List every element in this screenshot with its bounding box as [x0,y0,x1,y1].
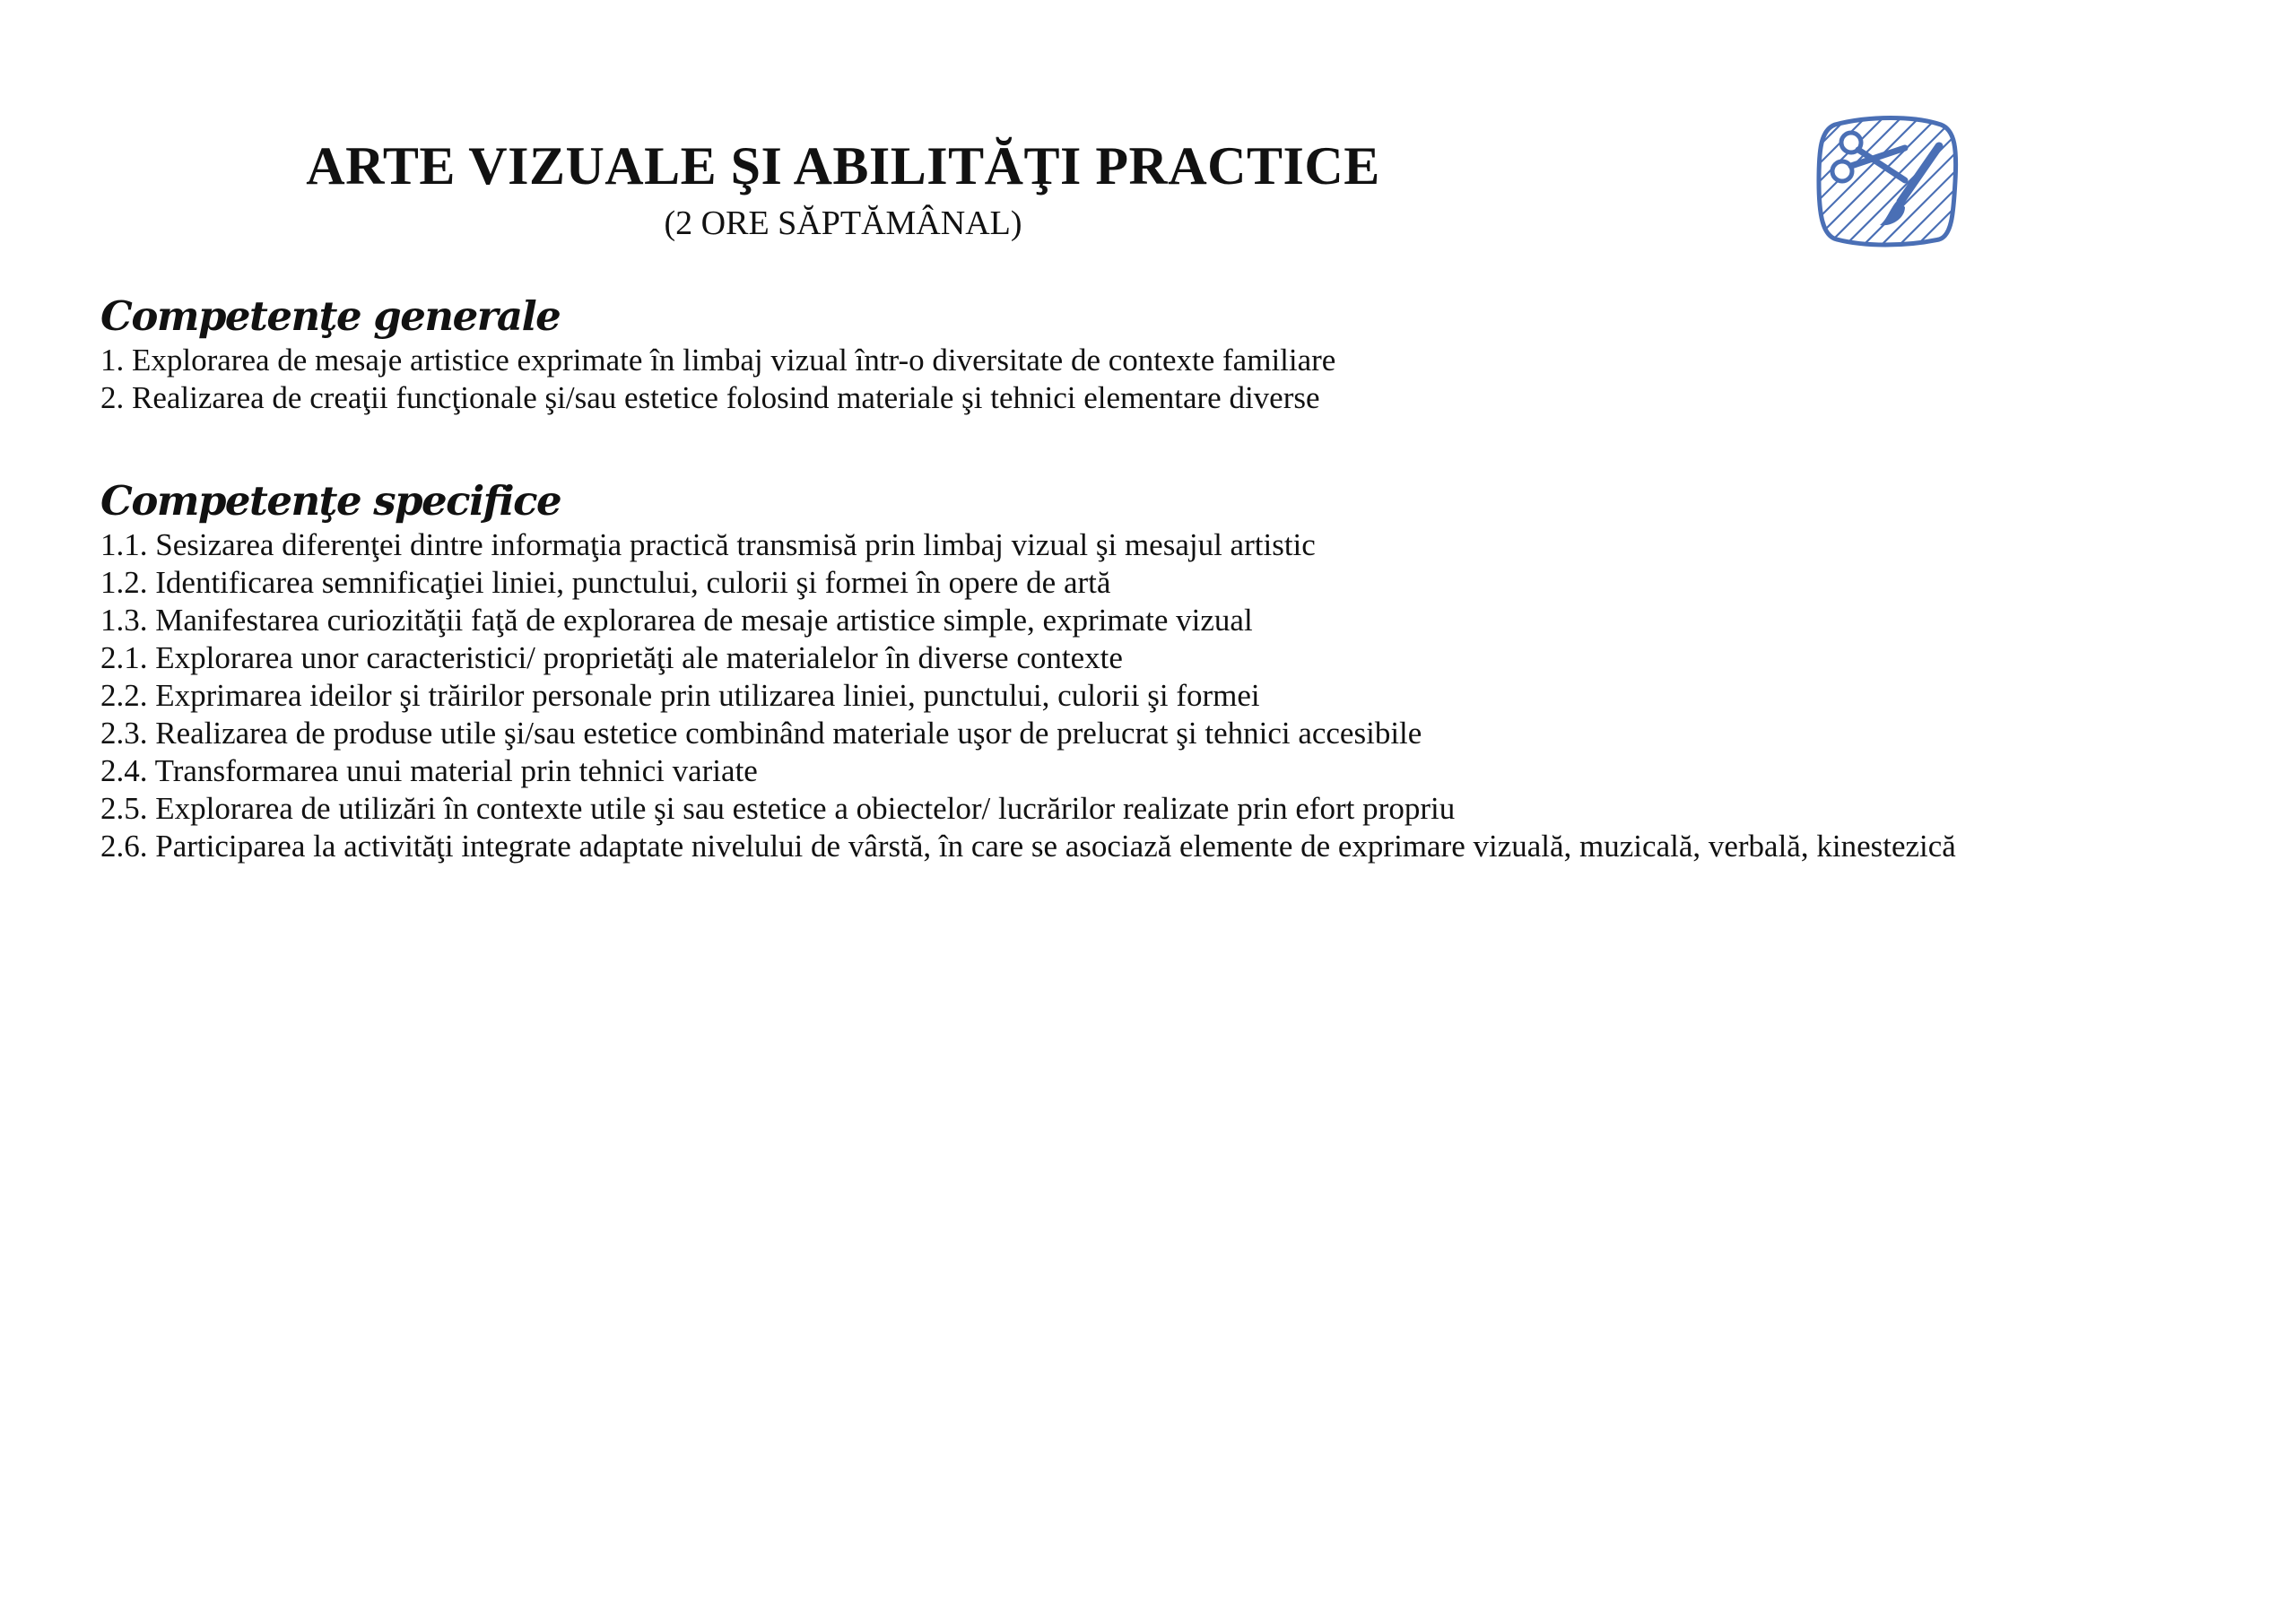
list-item: 1. Explorarea de mesaje artistice exprimate în limbaj vizual într-o diversitate de contexte familiare [100,343,1336,378]
specific-competences-list [100,526,1956,865]
general-competences-section [100,291,1335,417]
list-item: 2. Realizarea de creaţii funcţionale şi/sau estetice folosind materiale şi tehnici elementare diverse [100,380,1320,415]
list-item: 2.4. Transformarea unui material prin tehnici variate [100,753,758,788]
list-item: 1.3. Manifestarea curiozităţii faţă de explorarea de mesaje artistice simple, exprimate vizual [100,603,1253,638]
general-competences-list [100,342,1335,417]
page-subtitle: (2 ORE SĂPTĂMÂNAL) [664,204,1022,242]
page-title: ARTE VIZUALE ŞI ABILITĂŢI PRACTICE [306,136,1380,195]
list-item: 1.1. Sesizarea diferenţei dintre informaţia practică transmisă prin limbaj vizual şi mesajul artistic [100,527,1316,562]
list-item: 2.5. Explorarea de utilizări în contexte utile şi sau estetice a obiectelor/ lucrărilor realizate prin efort propriu [100,791,1456,826]
list-item: 2.3. Realizarea de produse utile şi/sau estetice combinând materiale uşor de prelucrat şi tehnici accesibile [100,716,1422,751]
section-heading: Competenţe specifice [100,477,561,525]
list-item: 2.6. Participarea la activităţi integrate adaptate nivelului de vârstă, în care se asociază elemente de exprimare vizuală, muzicală, verbală, kinestezică [100,829,1956,864]
list-item: 2.2. Exprimarea ideilor şi trăirilor personale prin utilizarea liniei, punctului, culorii şi formei [100,678,1260,713]
list-item: 2.1. Explorarea unor caracteristici/ proprietăţi ale materialelor în diverse contexte [100,640,1123,675]
specific-competences-section [100,476,1956,865]
section-heading: Competenţe generale [100,292,561,340]
scissors-and-brush-icon [1815,114,1959,248]
list-item: 1.2. Identificarea semnificaţiei liniei, punctului, culorii şi formei în opere de artă [100,565,1111,600]
